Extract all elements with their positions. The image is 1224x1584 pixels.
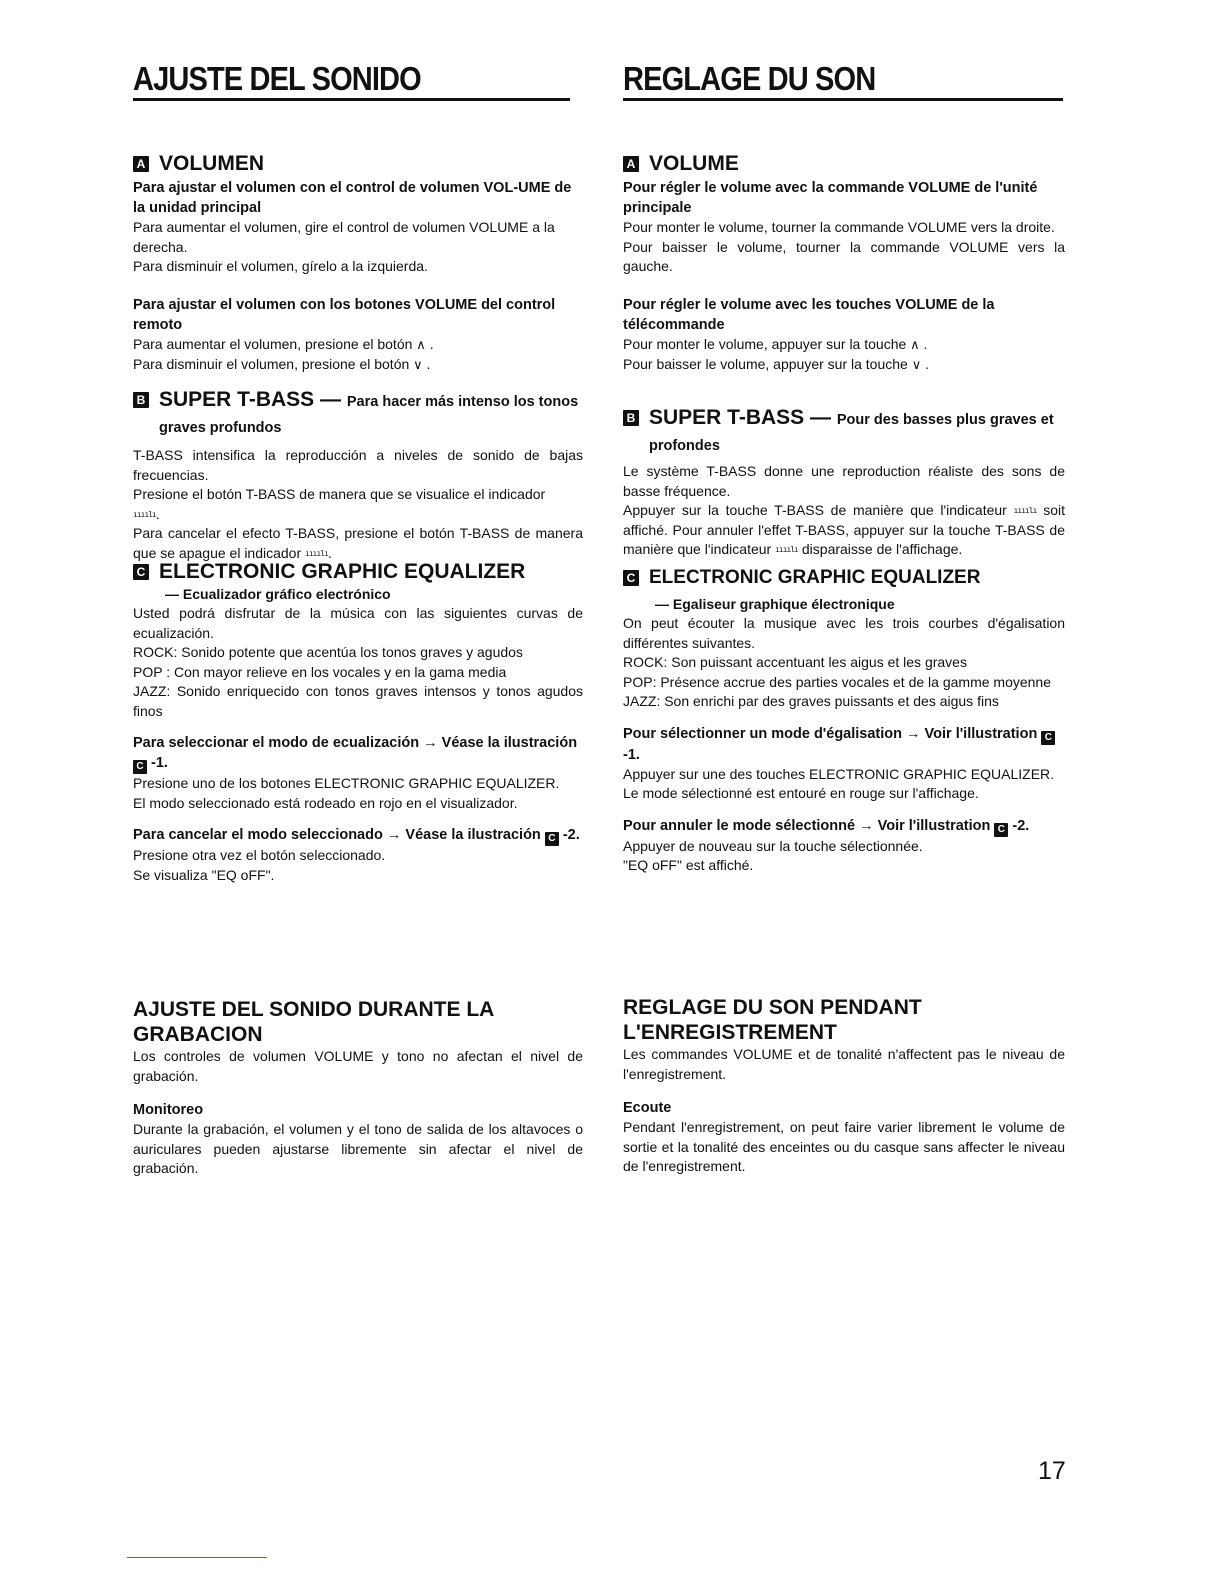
page-number: 17 xyxy=(1038,1457,1066,1485)
section-heading: ELECTRONIC GRAPHIC EQUALIZER xyxy=(649,567,981,588)
paragraph: Para disminuir el volumen, presione el botón xyxy=(133,356,410,372)
paragraph: ROCK: Sonido potente que acentúa los tonos graves y agudos xyxy=(133,644,523,660)
paragraph: soit affiché. Pour annuler l'effet T-BASS, appuyer sur la touche T-BASS de manière que l'indicateur xyxy=(623,502,1066,557)
paragraph: T-BASS intensifica la reproducción a niveles de sonido de bajas frecuencias. xyxy=(133,447,583,483)
subheading: Pour régler le volume avec les touches VOLUME de la télécommande xyxy=(623,296,995,333)
paragraph: Para aumentar el volumen, presione el botón xyxy=(133,335,413,352)
illustration-ref: -1. xyxy=(151,755,168,771)
paragraph: Durante la grabación, el volumen y el tono de salida de los altavoces o auriculares pueden ajustarse libremente sin afectar el nivel de grabación. xyxy=(133,1121,583,1176)
section-heading: SUPER T-BASS — xyxy=(649,406,832,429)
section-heading: AJUSTE DEL SONIDO DURANTE LA GRABACION xyxy=(133,998,494,1046)
section-subtitle: — Egaliseur graphique électronique xyxy=(655,596,895,612)
subheading: Monitoreo xyxy=(133,1102,204,1118)
paragraph: JAZZ: Son enrichi par des graves puissants et des aigus fins xyxy=(623,693,999,709)
paragraph: Los controles de volumen VOLUME y tono no afectan el nivel de grabación. xyxy=(133,1048,583,1084)
recording-section-fr xyxy=(623,995,1065,1177)
page-title-fr: REGLAGE DU SON xyxy=(623,60,876,97)
title-rule-es xyxy=(133,98,570,101)
paragraph: Presione el botón T-BASS de manera que se visualice el indicador xyxy=(133,486,546,502)
illustration-ref: -2. xyxy=(1012,817,1030,834)
section-badge: C xyxy=(623,570,639,586)
illustration-badge: C xyxy=(133,760,147,774)
illustration-badge: C xyxy=(994,823,1008,837)
paragraph: Le mode sélectionné est entouré en rouge sur l'affichage. xyxy=(623,785,979,801)
paragraph: On peut écouter la musique avec les trois courbes d'égalisation différentes suivantes. xyxy=(623,615,1065,651)
section-badge: B xyxy=(623,410,639,426)
illustration-badge: C xyxy=(1041,731,1055,745)
eq-section-fr xyxy=(623,566,1065,876)
paragraph: Usted podrá disfrutar de la música con las siguientes curvas de ecualización. xyxy=(133,605,583,641)
paragraph: ROCK: Son puissant accentuant les aigus et les graves xyxy=(623,654,967,670)
paragraph: El modo seleccionado está rodeado en rojo en el visualizador. xyxy=(133,794,518,811)
section-heading: VOLUMEN xyxy=(159,152,264,175)
paragraph: Appuyer de nouveau sur la touche sélectionnée. xyxy=(623,837,923,854)
section-badge: C xyxy=(133,564,149,580)
paragraph: Appuyer sur la touche T-BASS de manière que l'indicateur xyxy=(623,502,1007,518)
paragraph: POP : Con mayor relieve en los vocales y en la gama media xyxy=(133,663,507,680)
up-arrow-icon: ∧ xyxy=(416,337,426,353)
illustration-ref: -2. xyxy=(562,827,580,843)
section-heading: SUPER T-BASS — xyxy=(159,388,342,411)
section-badge: A xyxy=(133,156,149,172)
section-badge: A xyxy=(623,156,639,172)
tbass-section-fr xyxy=(623,406,1065,560)
eq-section-es xyxy=(133,560,583,885)
subheading: Para cancelar el modo seleccionado → Véase la ilustración xyxy=(133,827,541,843)
section-subtitle: — Ecualizador gráfico electrónico xyxy=(165,586,391,602)
illustration-ref: -1. xyxy=(623,746,640,763)
subheading: Pour sélectionner un mode d'égalisation → Voir l'illustration xyxy=(623,725,1038,742)
tbass-indicator-icon: ıııılı xyxy=(775,545,798,554)
paragraph: Para cancelar el efecto T-BASS, presione el botón T-BASS de manera que se apague el indicador xyxy=(133,525,583,561)
paragraph: JAZZ: Sonido enriquecido con tonos graves intensos y tonos agudos finos xyxy=(133,683,583,719)
subheading: Ecoute xyxy=(623,1100,672,1116)
paragraph: Para disminuir el volumen, gírelo a la izquierda. xyxy=(133,258,428,274)
section-subtitle: Pour des basses plus graves et profondes xyxy=(649,412,1054,454)
paragraph: Pour baisser le volume, appuyer sur la touche xyxy=(623,356,908,372)
subheading: Pour annuler le mode sélectionné → Voir l'illustration xyxy=(623,817,991,834)
subheading: Para seleccionar el modo de ecualización → Véase la ilustración xyxy=(133,735,578,751)
section-heading: VOLUME xyxy=(649,152,739,175)
paragraph: Les commandes VOLUME et de tonalité n'affectent pas le niveau de l'enregistrement. xyxy=(623,1046,1065,1082)
down-arrow-icon: ∨ xyxy=(911,358,922,373)
section-heading: REGLAGE DU SON PENDANT L'ENREGISTREMENT xyxy=(623,996,922,1044)
illustration-badge: C xyxy=(545,832,559,846)
volume-section-fr: A VOLUME Pour régler le volume avec la commande VOLUME de l'unité principale Pour monter le volume, tourner la commande VOLUME vers la droite. Pour baisser le volume, tourner la commande VOLUME vers la gauche. Pour régler le volume avec les touches VOLUME de la télécommande Pour monter le volume, appuyer sur la touche ∧ . Pour baisser le volume, appuyer sur la touche ∨ . xyxy=(623,152,1065,373)
tbass-indicator-icon: ıııılı xyxy=(1013,506,1037,515)
paragraph: Para aumentar el volumen, gire el control de volumen VOLUME a la derecha. xyxy=(133,219,555,255)
section-badge: B xyxy=(133,392,149,408)
tbass-indicator-icon: ıııılı xyxy=(133,509,156,519)
paragraph: Presione uno de los botones ELECTRONIC GRAPHIC EQUALIZER. xyxy=(133,775,560,791)
paragraph: Presione otra vez el botón seleccionado. xyxy=(133,847,386,863)
paragraph: Pour monter le volume, appuyer sur la touche xyxy=(623,335,907,352)
paragraph: disparaisse de l'affichage. xyxy=(801,541,963,557)
tbass-indicator-icon: ıııılı xyxy=(305,548,328,558)
bottom-rule xyxy=(127,1557,267,1558)
paragraph: "EQ oFF" est affiché. xyxy=(623,857,754,873)
section-heading: ELECTRONIC GRAPHIC EQUALIZER xyxy=(159,560,526,583)
up-arrow-icon: ∧ xyxy=(910,337,920,353)
recording-section-es xyxy=(133,997,583,1179)
subheading: Para ajustar el volumen con los botones VOLUME del control remoto xyxy=(133,296,556,333)
subheading: Para ajustar el volumen con el control de volumen VOL-UME de la unidad principal xyxy=(133,180,572,216)
paragraph: Pour baisser le volume, tourner la commande VOLUME vers la gauche. xyxy=(623,238,1065,274)
title-rule-fr xyxy=(623,98,1063,101)
paragraph: Le système T-BASS donne une reproduction réaliste des sons de basse fréquence. xyxy=(623,463,1065,499)
tbass-section-es: B SUPER T-BASS — Para hacer más intenso los tonos graves profundos T-BASS intensifica la reproducción a niveles de sonido de bajas frecuencias. Presione el botón T-BASS de manera que se visualice el indicador ıııılı. Para cancelar el efecto T-BASS, presione el botón T-BASS de manera que se apague el indicador ıııılı. xyxy=(133,388,583,561)
volume-section-es: A VOLUMEN Para ajustar el volumen con el control de volumen VOL-UME de la unidad principal Para aumentar el volumen, gire el control de volumen VOLUME a la derecha. Para disminuir el volumen, gírelo a la izquierda. Para ajustar el volumen con los botones VOLUME del control remoto Para aumentar el volumen, presione el botón ∧ . Para disminuir el volumen, presione el botón ∨ . xyxy=(133,152,583,376)
down-arrow-icon: ∨ xyxy=(413,358,423,373)
paragraph: POP: Présence accrue des parties vocales et de la gamme moyenne xyxy=(623,673,1051,690)
paragraph: Appuyer sur une des touches ELECTRONIC GRAPHIC EQUALIZER. xyxy=(623,765,1055,782)
page-title-es: AJUSTE DEL SONIDO xyxy=(133,60,421,97)
section-subtitle: Para hacer más intenso los tonos graves profundos xyxy=(159,394,579,436)
paragraph: Pendant l'enregistrement, on peut faire varier librement le volume de sortie et la tonalité des enceintes ou du casque sans affecter le niveau de l'enregistrement. xyxy=(623,1119,1065,1174)
paragraph: Pour monter le volume, tourner la commande VOLUME vers la droite. xyxy=(623,219,1055,235)
paragraph: Se visualiza "EQ oFF". xyxy=(133,866,275,883)
subheading: Pour régler le volume avec la commande VOLUME de l'unité principale xyxy=(623,180,1038,216)
